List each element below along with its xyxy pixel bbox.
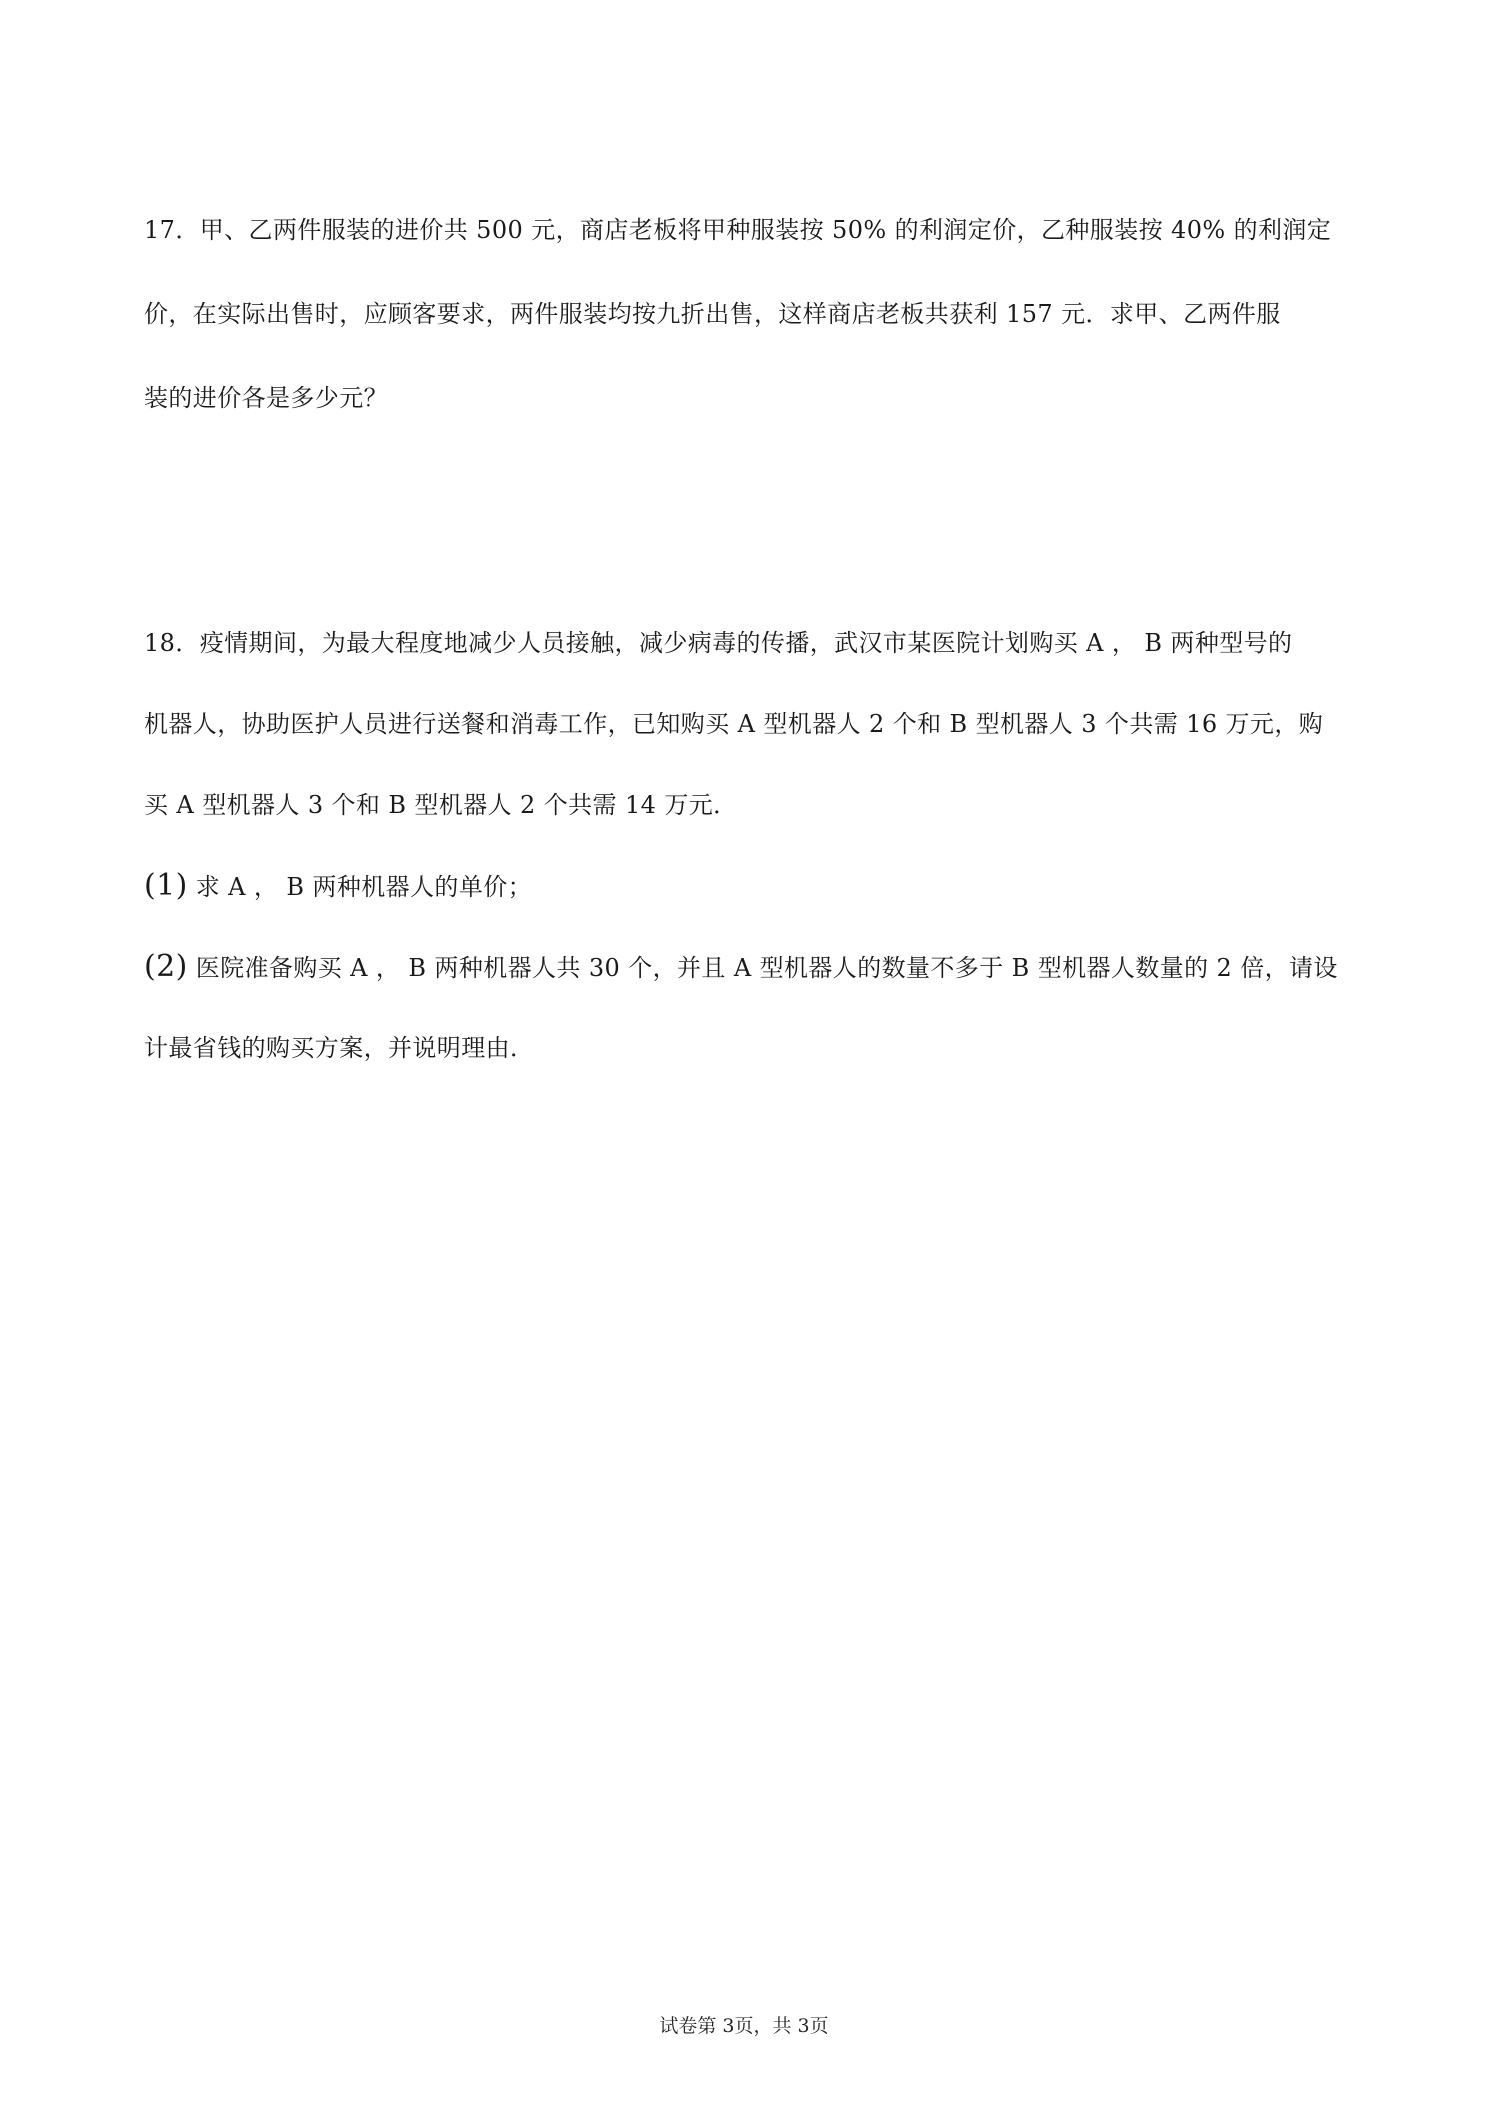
part-1-label: (1)	[144, 868, 188, 903]
question-17-line-3: 装的进价各是多少元？	[144, 384, 388, 412]
question-18-part-1	[144, 862, 1354, 910]
question-18-part-2	[144, 943, 1354, 991]
question-17-line-2: 价，在实际出售时，应顾客要求，两件服装均按九折出售，这样商店老板共获利 157 元．求甲、乙两件服	[144, 300, 1281, 328]
part-1-text: 求 A ， B 两种机器人的单价；	[187, 873, 533, 901]
question-18-line-1: 18．疫情期间，为最大程度地减少人员接触，减少病毒的传播，武汉市某医院计划购买 A ， B 两种型号的	[144, 629, 1293, 657]
question-17	[144, 206, 1354, 422]
part-2-label: (2)	[144, 949, 188, 984]
question-17-line-1: 17．甲、乙两件服装的进价共 500 元，商店老板将甲种服装按 50% 的利润定价，乙种服装按 40% 的利润定	[144, 216, 1332, 244]
page-footer: 试卷第 3页，共 3页	[659, 2015, 829, 2037]
question-18-line-3: 买 A 型机器人 3 个和 B 型机器人 2 个共需 14 万元．	[144, 791, 738, 819]
question-18-part-2-line-2: 计最省钱的购买方案，并说明理由．	[144, 1034, 535, 1062]
question-18-line-2: 机器人，协助医护人员进行送餐和消毒工作，已知购买 A 型机器人 2 个和 B 型机器人 3 个共需 16 万元，购	[144, 710, 1324, 738]
question-18	[144, 619, 1354, 1072]
part-2-text-line-1: 医院准备购买 A ， B 两种机器人共 30 个，并且 A 型机器人的数量不多于 B 型机器人数量的 2 倍，请设	[187, 954, 1338, 982]
